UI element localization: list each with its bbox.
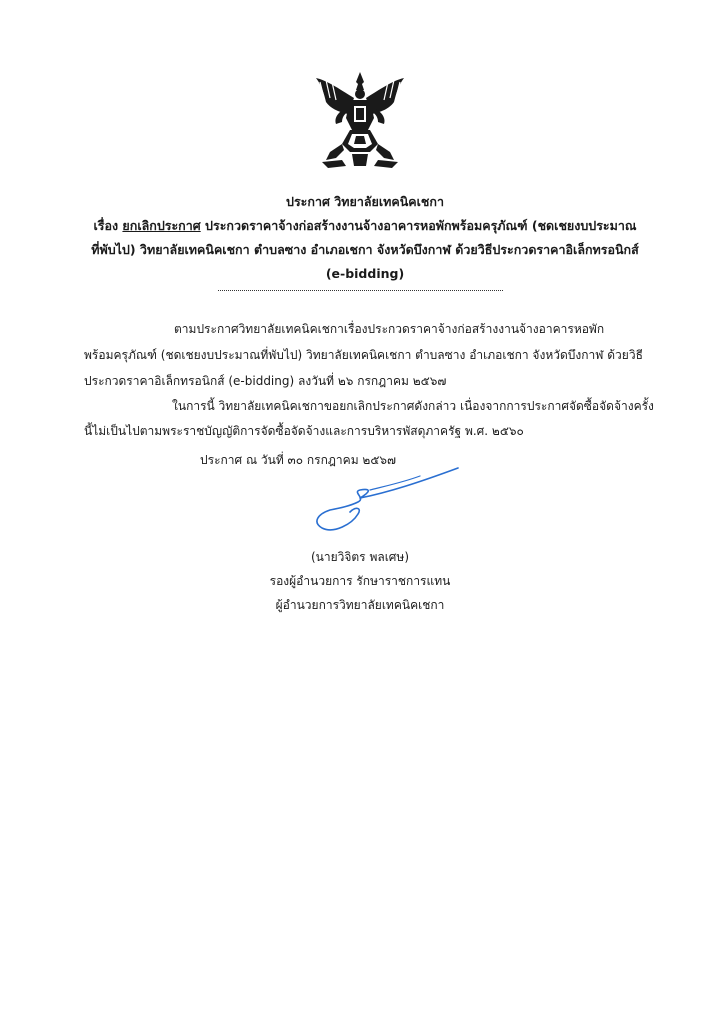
- signer-position-1: รองผู้อำนวยการ รักษาราชการแทน: [269, 574, 451, 588]
- heading-subject-prefix: เรื่อง: [93, 218, 123, 233]
- paragraph-1-line-2: พร้อมครุภัณฑ์ (ชดเชยงบประมาณที่พับไป) วิทยาลัยเทคนิคเชกา ตำบลซาง อำเภอเชกา จังหวัดบึงกาฬ ด้วยวิธี: [84, 348, 643, 362]
- heading-line-2: [80, 214, 650, 238]
- signer-name: (นายวิจิตร พลเศษ): [310, 550, 410, 564]
- heading-subject-rest: ประกวดราคาจ้างก่อสร้างงานจ้างอาคารหอพักพร้อมครุภัณฑ์ (ชดเชยงบประมาณ: [200, 218, 637, 233]
- paragraph-2-line-1: ในการนี้ วิทยาลัยเทคนิคเชกาขอยกเลิกประกาศดังกล่าว เนื่องจากการประกาศจัดซื้อจัดจ้างครั้ง: [172, 399, 654, 413]
- paragraph-1-line-3: ประกวดราคาอิเล็กทรอนิกส์ (e-bidding) ลงวันที่ ๒๖ กรกฎาคม ๒๕๖๗: [84, 374, 447, 388]
- heading-line-4: (e-bidding): [325, 266, 405, 281]
- handwritten-signature: [300, 462, 470, 542]
- garuda-emblem-icon: [308, 68, 412, 172]
- heading-line-1: ประกาศ วิทยาลัยเทคนิคเชกา: [286, 194, 444, 209]
- announcement-heading: [80, 190, 650, 286]
- dotted-divider: [218, 290, 503, 291]
- heading-cancel-underlined: ยกเลิกประกาศ: [122, 218, 201, 233]
- signer-block: [250, 545, 470, 617]
- heading-line-3: ที่พับไป) วิทยาลัยเทคนิคเชกา ตำบลซาง อำเภอเชกา จังหวัดบึงกาฬ ด้วยวิธีประกวดราคาอิเล็กทรอนิกส์: [91, 242, 639, 257]
- announcement-date: ประกาศ ณ วันที่ ๓๐ กรกฎาคม ๒๕๖๗: [200, 453, 397, 467]
- paragraph-1-line-1: ตามประกาศวิทยาลัยเทคนิคเชกาเรื่องประกวดราคาจ้างก่อสร้างงานจ้างอาคารหอพัก: [174, 322, 605, 336]
- signer-position-2: ผู้อำนวยการวิทยาลัยเทคนิคเชกา: [275, 598, 445, 612]
- paragraph-2-line-2: นี้ไม่เป็นไปตามพระราชบัญญัติการจัดซื้อจัดจ้างและการบริหารพัสดุภาครัฐ พ.ศ. ๒๕๖๐: [84, 424, 524, 438]
